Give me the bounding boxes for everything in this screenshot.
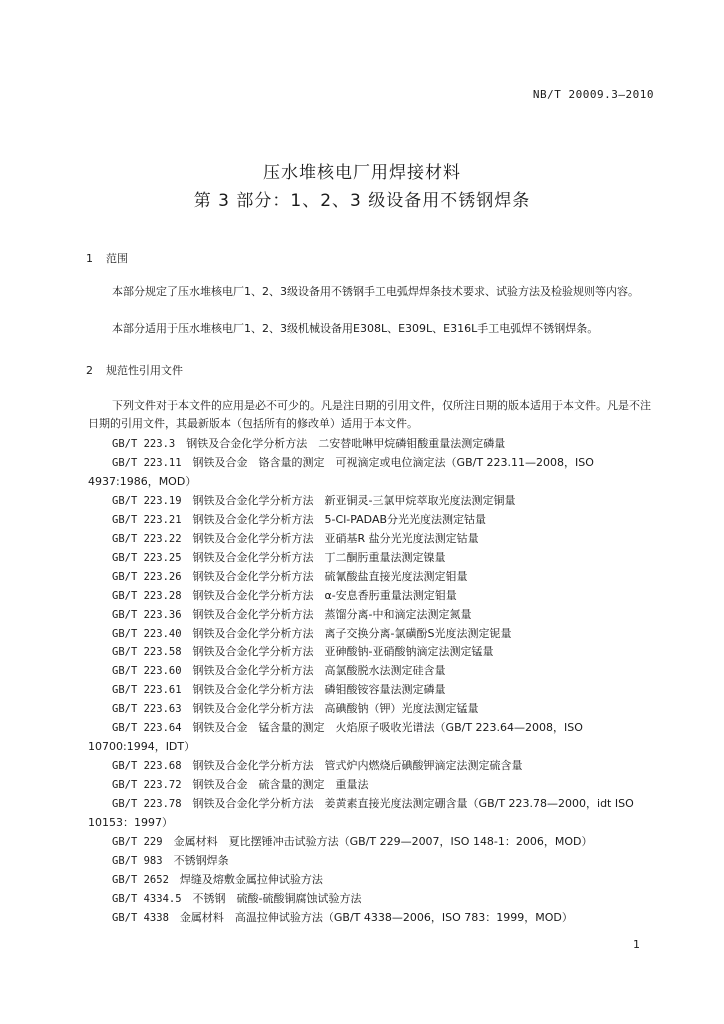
reference-code: GB/T 223.11 — [112, 456, 182, 469]
reference-title: 钢铁及合金化学分析方法 亚硝基R 盐分光光度法测定钴量 — [192, 531, 479, 545]
reference-title: 不锈钢焊条 — [173, 853, 229, 867]
reference-code: GB/T 223.61 — [112, 684, 182, 697]
reference-item — [88, 890, 658, 909]
reference-title: 钢铁及合金化学分析方法 高碘酸钠（钾）光度法测定锰量 — [192, 702, 479, 716]
reference-title: 钢铁及合金化学分析方法 高氯酸脱水法测定硅含量 — [192, 664, 446, 678]
reference-title: 钢铁及合金 铬含量的测定 可视滴定或电位滴定法（GB/T 223.11—2008，ISO 4937:1986，MOD） — [88, 455, 594, 488]
reference-code: GB/T 223.68 — [112, 760, 182, 773]
reference-item — [88, 871, 658, 890]
reference-item — [88, 776, 658, 795]
reference-title: 钢铁及合金 硫含量的测定 重量法 — [192, 778, 369, 792]
document-subtitle: 第 3 部分：1、2、3 级设备用不锈钢焊条 — [193, 191, 531, 211]
reference-title: 钢铁及合金化学分析方法 硫氰酸盐直接光度法测定钼量 — [192, 569, 468, 583]
reference-code: GB/T 223.78 — [112, 798, 182, 811]
reference-item — [88, 795, 658, 833]
reference-code: GB/T 4338 — [112, 911, 169, 924]
reference-code: GB/T 223.72 — [112, 779, 182, 792]
section-title: 范围 — [106, 252, 128, 265]
reference-item — [88, 606, 658, 625]
reference-item — [88, 833, 658, 852]
reference-title: 钢铁及合金化学分析方法 磷钼酸铵容量法测定磷量 — [192, 683, 446, 697]
reference-code: GB/T 223.19 — [112, 494, 182, 507]
reference-item — [88, 530, 658, 549]
reference-item — [88, 852, 658, 871]
reference-title: 钢铁及合金 锰含量的测定 火焰原子吸收光谱法（GB/T 223.64—2008，ISO 10700:1994，IDT） — [88, 721, 583, 754]
reference-title: 钢铁及合金化学分析方法 二安替吡啉甲烷磷钼酸重量法测定磷量 — [186, 437, 506, 450]
reference-item — [88, 435, 658, 454]
reference-title: 钢铁及合金化学分析方法 姜黄素直接光度法测定硼含量（GB/T 223.78—2000，idt ISO 10153：1997） — [88, 797, 634, 830]
reference-code: GB/T 223.58 — [112, 646, 182, 659]
reference-item — [88, 643, 658, 662]
reference-list — [88, 435, 658, 928]
reference-title: 钢铁及合金化学分析方法 离子交换分离-氯磺酚S光度法测定铌量 — [192, 626, 512, 640]
reference-item — [88, 909, 658, 928]
reference-code: GB/T 223.22 — [112, 532, 182, 545]
reference-code: GB/T 223.28 — [112, 589, 182, 602]
reference-title: 不锈钢 硫酸-硫酸铜腐蚀试验方法 — [192, 891, 362, 905]
reference-item — [88, 625, 658, 644]
section-number: 1 — [86, 252, 93, 265]
section-number: 2 — [86, 364, 93, 377]
reference-title: 钢铁及合金化学分析方法 丁二酮肟重量法测定镍量 — [192, 550, 446, 564]
section-1-heading — [86, 250, 128, 266]
reference-item — [88, 681, 658, 700]
reference-title: 钢铁及合金化学分析方法 蒸馏分离-中和滴定法测定氮量 — [192, 607, 472, 621]
reference-code: GB/T 223.63 — [112, 703, 182, 716]
reference-item — [88, 454, 658, 492]
reference-code: GB/T 223.26 — [112, 570, 182, 583]
scope-paragraph-2: 本部分适用于压水堆核电厂1、2、3级机械设备用E308L、E309L、E316L手工电弧焊不锈钢焊条。 — [112, 322, 599, 335]
reference-item — [88, 700, 658, 719]
reference-item — [88, 719, 658, 757]
reference-title: 钢铁及合金化学分析方法 5-Cl-PADAB分光光度法测定钴量 — [192, 512, 487, 526]
reference-code: GB/T 223.36 — [112, 608, 182, 621]
reference-code: GB/T 229 — [112, 836, 163, 849]
reference-title: 金属材料 夏比摆锤冲击试验方法（GB/T 229—2007，ISO 148-1：2006，MOD） — [173, 835, 593, 849]
reference-title: 钢铁及合金化学分析方法 新亚铜灵-三氯甲烷萃取光度法测定铜量 — [192, 493, 516, 507]
reference-code: GB/T 223.3 — [112, 438, 176, 450]
section-title: 规范性引用文件 — [106, 364, 183, 377]
reference-title: 金属材料 高温拉伸试验方法（GB/T 4338—2006，ISO 783：1999，MOD） — [179, 910, 573, 924]
reference-title: 焊缝及熔敷金属拉伸试验方法 — [179, 872, 323, 886]
reference-item — [88, 568, 658, 587]
reference-code: GB/T 223.21 — [112, 513, 182, 526]
reference-code: GB/T 223.40 — [112, 627, 182, 640]
section-2-heading — [86, 362, 183, 378]
page-number: 1 — [633, 938, 640, 951]
reference-code: GB/T 2652 — [112, 873, 169, 886]
reference-code: GB/T 983 — [112, 854, 163, 867]
reference-item — [88, 587, 658, 606]
references-intro: 下列文件对于本文件的应用是必不可少的。凡是注日期的引用文件，仅所注日期的版本适用于本文件。凡是不注日期的引用文件，其最新版本（包括所有的修改单）适用于本文件。 — [88, 399, 651, 430]
reference-item — [88, 662, 658, 681]
document-code: NB/T 20009.3—2010 — [532, 88, 654, 101]
reference-item — [88, 757, 658, 776]
reference-title: 钢铁及合金化学分析方法 α-安息香肟重量法测定钼量 — [192, 588, 457, 602]
reference-code: GB/T 4334.5 — [112, 892, 182, 905]
document-title: 压水堆核电厂用焊接材料 — [263, 163, 461, 183]
reference-code: GB/T 223.64 — [112, 722, 182, 735]
reference-item — [88, 492, 658, 511]
reference-code: GB/T 223.60 — [112, 665, 182, 678]
reference-code: GB/T 223.25 — [112, 551, 182, 564]
reference-item — [88, 549, 658, 568]
scope-paragraph-1: 本部分规定了压水堆核电厂1、2、3级设备用不锈钢手工电弧焊焊条技术要求、试验方法及检验规则等内容。 — [112, 285, 639, 298]
reference-title: 钢铁及合金化学分析方法 管式炉内燃烧后碘酸钾滴定法测定硫含量 — [192, 759, 523, 773]
reference-title: 钢铁及合金化学分析方法 亚砷酸钠-亚硝酸钠滴定法测定锰量 — [192, 645, 494, 659]
reference-item — [88, 511, 658, 530]
